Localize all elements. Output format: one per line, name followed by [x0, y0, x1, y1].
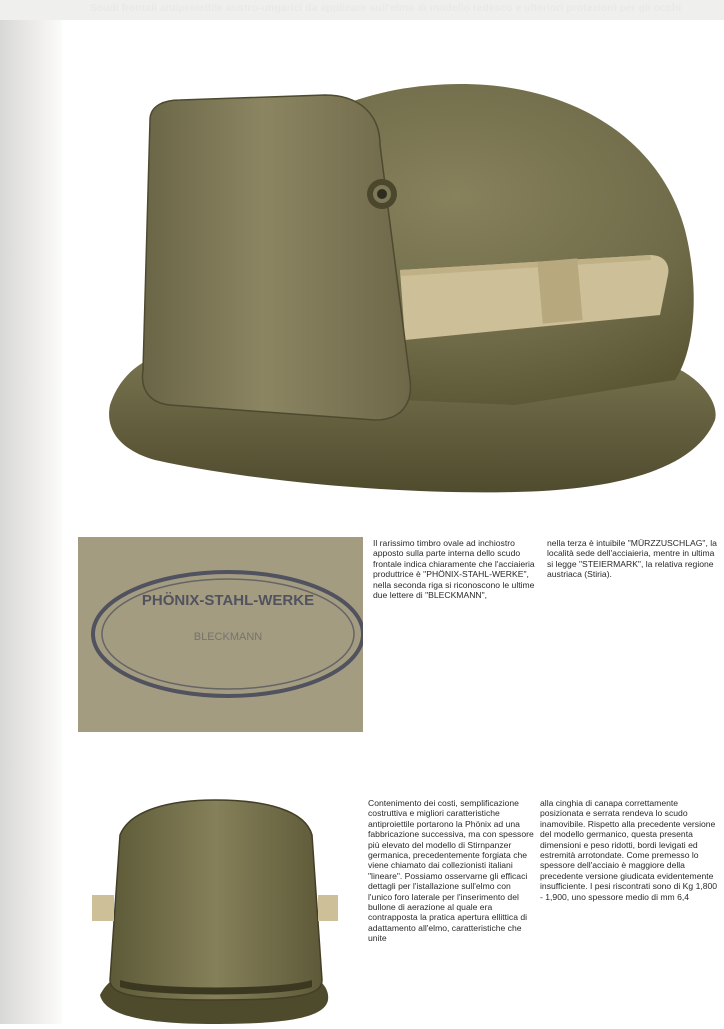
page-gutter-shadow — [0, 0, 62, 1024]
shield-caption-text-1: Contenimento dei costi, semplificazione costruttiva e migliori caratteristiche antiproiettile portarono la Phönix ad una fabbricazione successiva, ma con spessore più elevato del modello di Stirnpanzer germanica, precedentemente forgiata che viene chiamato dai collezionisti italiani "lineare". Possiamo osservarne gli efficaci dettagli per l'istallazione sull'elmo con l'unico foro laterale per l'inserimento del bullone di aerazione al quale era contrapposta la pratica apertura ellittica di adattamento all'elmo, caratteristiche che unite — [368, 798, 534, 944]
helmet-side-photo — [95, 60, 724, 510]
stamp-caption-text-1: Il rarissimo timbro ovale ad inchiostro apposto sulla parte interna dello scudo frontale indica chiaramente che l'acciaieria produttrice è "PHÖNIX-STAHL-WERKE", nella seconda riga si riconoscono le ultime due lettere di "BLECKMANN", — [373, 538, 535, 601]
stamp-caption-col-2 — [547, 538, 717, 580]
ink-stamp-photo — [78, 537, 363, 732]
shield-caption-col-1 — [368, 798, 536, 944]
running-header-strip — [0, 0, 724, 20]
stamp-middle-text: BLECKMANN — [193, 631, 263, 643]
stamp-caption-text-2: nella terza è intuibile "MÜRZZUSCHLAG", la località sede dell'acciaieria, mentre in ultima si legge "STEIERMARK", la relativa regione austriaca (Stiria). — [547, 538, 717, 580]
helmet-side-illustration — [95, 60, 724, 510]
stamp-caption-col-1 — [373, 538, 541, 600]
ink-stamp-illustration — [78, 537, 363, 732]
stamp-top-text: PHÖNIX-STAHL-WERKE — [141, 592, 315, 609]
shield-caption-col-2 — [540, 798, 718, 902]
shield-caption-text-2: alla cinghia di canapa correttamente posizionata e serrata rendeva lo scudo inamovibile. Rispetto alla precedente versione del modello germanico, questa presenta dimensioni e peso ridotti, bordi levigati ed estremità arrotondate. Come premesso lo spessore dell'acciaio è maggiore della precedente versione giudicata evidentemente insufficiente. I pesi riscontrati sono di Kg 1,800 - 1,900, uno spessore medio di mm 6,4 — [540, 798, 718, 902]
shield-front-photo — [90, 795, 340, 1024]
shield-front-illustration — [90, 795, 340, 1024]
running-header: Scudi frontali antiproiettile austro-ungarici da applicare sull'elmo di modello tedesco e ulteriori protezioni per gli occhi — [90, 2, 682, 14]
